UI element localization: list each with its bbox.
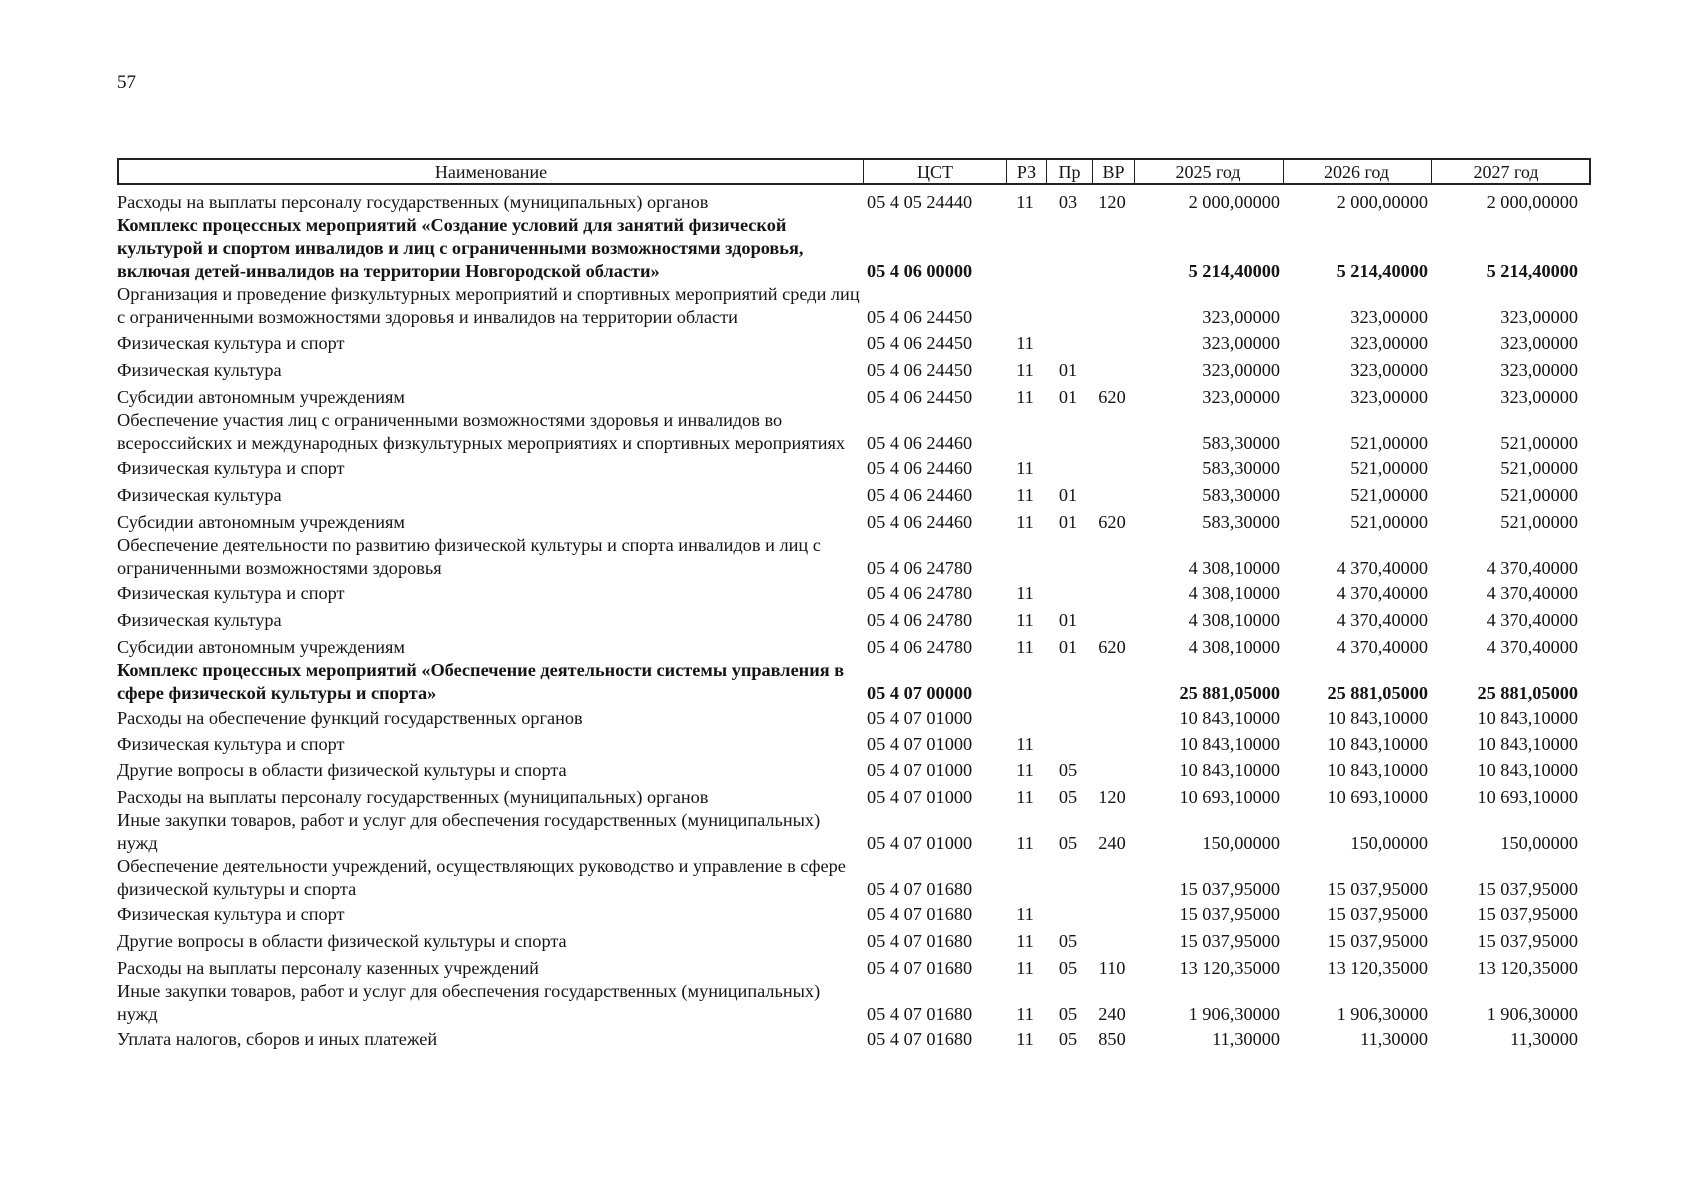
row-2027: 5 214,40000 [1486, 261, 1578, 281]
row-2027: 2 000,00000 [1486, 192, 1578, 212]
row-2026: 10 843,10000 [1327, 708, 1428, 728]
row-2025: 10 693,10000 [1179, 787, 1280, 807]
row-name: Физическая культура и спорт [117, 333, 345, 353]
row-2026: 10 843,10000 [1327, 734, 1428, 754]
row-2027: 10 843,10000 [1477, 760, 1578, 780]
row-2025: 583,30000 [1202, 458, 1280, 478]
row-cst: 05 4 07 01000 [867, 787, 973, 807]
row-name: Физическая культура [117, 485, 282, 505]
row-2027: 25 881,05000 [1477, 683, 1578, 703]
row-rz: 11 [1016, 931, 1034, 951]
row-name: Расходы на обеспечение функций государственных органов [117, 708, 583, 728]
row-2025: 583,30000 [1202, 433, 1280, 453]
table-row [117, 511, 1591, 534]
row-rz: 11 [1016, 583, 1034, 603]
row-2026: 4 370,40000 [1336, 637, 1428, 657]
page-number: 57 [117, 72, 136, 93]
row-2026: 521,00000 [1350, 433, 1428, 453]
row-2025: 11,30000 [1212, 1029, 1280, 1049]
row-name: Иные закупки товаров, работ и услуг для обеспечения государственных (муниципальных) нужд [117, 810, 821, 853]
row-name: Физическая культура и спорт [117, 904, 345, 924]
row-rz: 11 [1016, 610, 1034, 630]
row-2025: 5 214,40000 [1188, 261, 1280, 281]
row-rz: 11 [1016, 833, 1034, 853]
row-2026: 521,00000 [1350, 512, 1428, 532]
row-rz: 11 [1016, 387, 1034, 407]
row-2027: 150,00000 [1500, 833, 1578, 853]
row-cst: 05 4 06 24450 [867, 387, 973, 407]
table-row [117, 786, 1591, 809]
row-2027: 4 370,40000 [1486, 637, 1578, 657]
row-2026: 521,00000 [1350, 485, 1428, 505]
row-pr: 05 [1058, 931, 1078, 951]
header-cst: ЦСТ [864, 160, 1007, 183]
row-name: Обеспечение деятельности учреждений, осуществляющих руководство и управление в сфере физической культуры и спорта [117, 856, 846, 899]
header-vr: ВР [1093, 160, 1135, 183]
row-2026: 13 120,35000 [1327, 958, 1428, 978]
row-rz: 11 [1016, 734, 1034, 754]
row-pr: 05 [1058, 833, 1078, 853]
row-name: Субсидии автономным учреждениям [117, 512, 405, 532]
row-cst: 05 4 07 01000 [867, 734, 973, 754]
row-vr: 110 [1098, 958, 1126, 978]
row-2027: 10 843,10000 [1477, 734, 1578, 754]
row-rz: 11 [1016, 360, 1034, 380]
row-cst: 05 4 06 24450 [867, 333, 973, 353]
row-cst: 05 4 06 24460 [867, 512, 973, 532]
row-2025: 583,30000 [1202, 485, 1280, 505]
row-2026: 521,00000 [1350, 458, 1428, 478]
row-2025: 583,30000 [1202, 512, 1280, 532]
row-2025: 1 906,30000 [1188, 1004, 1280, 1024]
row-rz: 11 [1016, 958, 1034, 978]
table-row [117, 980, 1591, 1026]
row-cst: 05 4 06 24450 [867, 307, 973, 327]
row-cst: 05 4 06 24460 [867, 485, 973, 505]
row-2026: 5 214,40000 [1336, 261, 1428, 281]
row-2027: 4 370,40000 [1486, 583, 1578, 603]
row-2025: 10 843,10000 [1179, 760, 1280, 780]
row-2027: 4 370,40000 [1486, 558, 1578, 578]
table-row [117, 484, 1591, 507]
row-2027: 15 037,95000 [1477, 879, 1578, 899]
table-row [117, 283, 1591, 329]
row-2027: 323,00000 [1500, 360, 1578, 380]
row-2025: 25 881,05000 [1179, 683, 1280, 703]
table-row [117, 214, 1591, 283]
row-cst: 05 4 06 24460 [867, 458, 973, 478]
row-2027: 521,00000 [1500, 485, 1578, 505]
table-row [117, 809, 1591, 855]
table-header [117, 158, 1591, 185]
row-vr: 120 [1098, 192, 1126, 212]
row-2025: 150,00000 [1202, 833, 1280, 853]
row-2027: 4 370,40000 [1486, 610, 1578, 630]
row-cst: 05 4 06 24780 [867, 637, 973, 657]
row-2026: 25 881,05000 [1327, 683, 1428, 703]
row-pr: 01 [1058, 360, 1078, 380]
row-2027: 323,00000 [1500, 387, 1578, 407]
row-name: Организация и проведение физкультурных мероприятий и спортивных мероприятий среди лиц с ограниченными возможностями здоровья и инвалидов на территории области [117, 284, 860, 327]
row-vr: 120 [1098, 787, 1126, 807]
row-2026: 323,00000 [1350, 307, 1428, 327]
row-2026: 150,00000 [1350, 833, 1428, 853]
row-pr: 01 [1058, 485, 1078, 505]
row-cst: 05 4 06 24460 [867, 433, 973, 453]
row-name: Обеспечение участия лиц с ограниченными возможностями здоровья и инвалидов во всероссийских и международных физкультурных мероприятиях и спортивных мероприятиях [117, 410, 846, 453]
table-row [117, 707, 1591, 730]
table-row [117, 855, 1591, 901]
row-pr: 05 [1058, 787, 1078, 807]
row-pr: 01 [1058, 637, 1078, 657]
row-rz: 11 [1016, 333, 1034, 353]
row-vr: 620 [1098, 387, 1126, 407]
row-pr: 05 [1058, 1004, 1078, 1024]
row-name: Комплекс процессных мероприятий «Обеспечение деятельности системы управления в сфере физической культуры и спорта» [117, 660, 845, 703]
row-2025: 323,00000 [1202, 387, 1280, 407]
row-2026: 4 370,40000 [1336, 583, 1428, 603]
row-2027: 521,00000 [1500, 433, 1578, 453]
table-row [117, 930, 1591, 953]
row-2026: 10 693,10000 [1327, 787, 1428, 807]
row-name: Физическая культура [117, 610, 282, 630]
row-2025: 323,00000 [1202, 307, 1280, 327]
table-row [117, 957, 1591, 980]
row-name: Физическая культура и спорт [117, 583, 345, 603]
row-2027: 1 906,30000 [1486, 1004, 1578, 1024]
row-rz: 11 [1016, 1029, 1034, 1049]
table-row [117, 636, 1591, 659]
row-cst: 05 4 06 24780 [867, 558, 973, 578]
row-vr: 240 [1098, 833, 1126, 853]
row-2025: 4 308,10000 [1188, 558, 1280, 578]
row-rz: 11 [1016, 760, 1034, 780]
row-2025: 13 120,35000 [1179, 958, 1280, 978]
table-row [117, 457, 1591, 480]
row-2026: 4 370,40000 [1336, 558, 1428, 578]
table-row [117, 609, 1591, 632]
row-pr: 01 [1058, 387, 1078, 407]
row-2026: 323,00000 [1350, 360, 1428, 380]
row-cst: 05 4 07 01680 [867, 904, 973, 924]
row-name: Расходы на выплаты персоналу казенных учреждений [117, 958, 539, 978]
table-row [117, 659, 1591, 705]
row-cst: 05 4 06 00000 [867, 261, 973, 281]
row-cst: 05 4 07 01680 [867, 931, 973, 951]
row-2027: 323,00000 [1500, 333, 1578, 353]
row-rz: 11 [1016, 512, 1034, 532]
row-name: Обеспечение деятельности по развитию физической культуры и спорта инвалидов и лиц с ограниченными возможностями здоровья [117, 535, 821, 578]
row-2026: 323,00000 [1350, 333, 1428, 353]
row-name: Другие вопросы в области физической культуры и спорта [117, 760, 567, 780]
row-name: Физическая культура и спорт [117, 458, 345, 478]
row-2027: 15 037,95000 [1477, 904, 1578, 924]
row-2026: 1 906,30000 [1336, 1004, 1428, 1024]
row-2026: 11,30000 [1360, 1029, 1428, 1049]
row-rz: 11 [1016, 458, 1034, 478]
row-name: Субсидии автономным учреждениям [117, 387, 405, 407]
row-cst: 05 4 07 01680 [867, 1029, 973, 1049]
row-rz: 11 [1016, 787, 1034, 807]
row-2025: 4 308,10000 [1188, 610, 1280, 630]
row-rz: 11 [1016, 1004, 1034, 1024]
table-row [117, 409, 1591, 455]
row-name: Физическая культура и спорт [117, 734, 345, 754]
row-2026: 10 843,10000 [1327, 760, 1428, 780]
budget-table [117, 158, 1591, 1051]
row-2026: 323,00000 [1350, 387, 1428, 407]
row-2025: 15 037,95000 [1179, 879, 1280, 899]
header-2025: 2025 год [1135, 160, 1284, 183]
row-2025: 10 843,10000 [1179, 708, 1280, 728]
table-row [117, 759, 1591, 782]
row-2026: 15 037,95000 [1327, 879, 1428, 899]
row-name: Расходы на выплаты персоналу государственных (муниципальных) органов [117, 192, 709, 212]
row-2026: 15 037,95000 [1327, 931, 1428, 951]
row-name: Физическая культура [117, 360, 282, 380]
row-cst: 05 4 07 01000 [867, 760, 973, 780]
row-vr: 620 [1098, 512, 1126, 532]
row-cst: 05 4 07 01000 [867, 833, 973, 853]
table-row [117, 534, 1591, 580]
row-name: Расходы на выплаты персоналу государственных (муниципальных) органов [117, 787, 709, 807]
row-cst: 05 4 07 00000 [867, 683, 973, 703]
table-row [117, 359, 1591, 382]
row-2027: 10 843,10000 [1477, 708, 1578, 728]
table-row [117, 332, 1591, 355]
row-name: Субсидии автономным учреждениям [117, 637, 405, 657]
row-name: Комплекс процессных мероприятий «Создание условий для занятий физической культурой и спортом инвалидов и лиц с ограниченными возможностями здоровья, включая детей-инвалидов на территории Новгородской области» [117, 215, 804, 281]
row-2025: 2 000,00000 [1188, 192, 1280, 212]
header-rz: РЗ [1007, 160, 1047, 183]
row-2027: 521,00000 [1500, 458, 1578, 478]
row-pr: 03 [1058, 192, 1078, 212]
row-name: Уплата налогов, сборов и иных платежей [117, 1029, 438, 1049]
row-cst: 05 4 07 01680 [867, 1004, 973, 1024]
table-row [117, 1028, 1591, 1051]
table-row [117, 386, 1591, 409]
row-2027: 11,30000 [1510, 1029, 1578, 1049]
row-pr: 01 [1058, 512, 1078, 532]
row-name: Другие вопросы в области физической культуры и спорта [117, 931, 567, 951]
row-2027: 15 037,95000 [1477, 931, 1578, 951]
row-2025: 15 037,95000 [1179, 904, 1280, 924]
row-vr: 850 [1098, 1029, 1126, 1049]
header-2026: 2026 год [1284, 160, 1432, 183]
row-cst: 05 4 07 01680 [867, 879, 973, 899]
row-rz: 11 [1016, 485, 1034, 505]
row-cst: 05 4 06 24780 [867, 583, 973, 603]
row-2027: 323,00000 [1500, 307, 1578, 327]
row-rz: 11 [1016, 904, 1034, 924]
row-cst: 05 4 06 24780 [867, 610, 973, 630]
row-2027: 10 693,10000 [1477, 787, 1578, 807]
row-2025: 323,00000 [1202, 360, 1280, 380]
row-2025: 4 308,10000 [1188, 583, 1280, 603]
row-pr: 05 [1058, 760, 1078, 780]
row-2027: 521,00000 [1500, 512, 1578, 532]
row-name: Иные закупки товаров, работ и услуг для обеспечения государственных (муниципальных) нужд [117, 981, 821, 1024]
row-pr: 05 [1058, 958, 1078, 978]
row-vr: 240 [1098, 1004, 1126, 1024]
row-cst: 05 4 05 24440 [867, 192, 973, 212]
row-2025: 10 843,10000 [1179, 734, 1280, 754]
row-pr: 01 [1058, 610, 1078, 630]
row-rz: 11 [1016, 192, 1034, 212]
row-cst: 05 4 06 24450 [867, 360, 973, 380]
row-cst: 05 4 07 01000 [867, 708, 973, 728]
row-vr: 620 [1098, 637, 1126, 657]
row-2026: 4 370,40000 [1336, 610, 1428, 630]
row-2027: 13 120,35000 [1477, 958, 1578, 978]
row-2025: 15 037,95000 [1179, 931, 1280, 951]
table-row [117, 903, 1591, 926]
table-row [117, 733, 1591, 756]
row-rz: 11 [1016, 637, 1034, 657]
table-row [117, 191, 1591, 214]
row-2025: 323,00000 [1202, 333, 1280, 353]
row-2025: 4 308,10000 [1188, 637, 1280, 657]
table-body [117, 191, 1591, 1051]
row-cst: 05 4 07 01680 [867, 958, 973, 978]
table-row [117, 582, 1591, 605]
header-2027: 2027 год [1473, 162, 1539, 182]
header-name: Наименование [119, 160, 864, 183]
row-2026: 2 000,00000 [1336, 192, 1428, 212]
header-pr: Пр [1047, 160, 1093, 183]
row-pr: 05 [1058, 1029, 1078, 1049]
row-2026: 15 037,95000 [1327, 904, 1428, 924]
